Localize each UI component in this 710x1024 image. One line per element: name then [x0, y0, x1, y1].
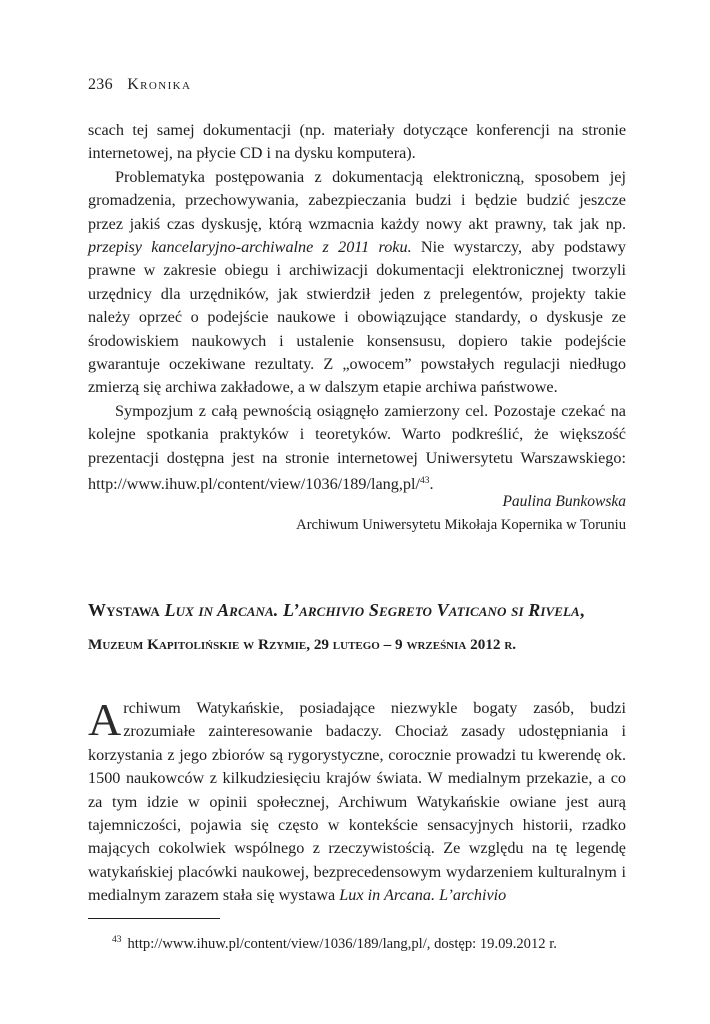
paragraph-text: Nie wystarczy, aby podstawy prawne w zakresie obiegu i archiwizacji dokumentacji elektronicznej tworzyli urzędnicy dla urzędników, jak stwierdził jeden z prelegentów, projekty takie należy oprzeć o podejście naukowe i obowiązujące standardy, o dyskusje ze środowiskiem naukowych i ustalenie konsensusu, dopiero takie podejście gwarantuje oczekiwane rezultaty. Z „owocem” powstałych regulacji niedługo zmierzą się archiwa zakładowe, a w dalszym etapie archiwa państwowe. [88, 238, 627, 397]
author-name: Paulina Bunkowska [502, 493, 626, 510]
body-text-block [88, 119, 626, 497]
article-title-suffix: , [579, 600, 585, 620]
footnote-divider [88, 918, 220, 919]
footnote-number: 43 [112, 935, 122, 945]
paragraph-text: . [429, 475, 434, 494]
article-body [88, 694, 626, 908]
article-title-prefix: Wystawa [88, 600, 165, 620]
footnote-text: http://www.ihuw.pl/content/view/1036/189/lang,pl/, dostęp: 19.09.2012 r. [127, 936, 557, 952]
italic-citation: przepisy kancelaryjno-archiwalne z 2011 roku. [88, 238, 412, 257]
article-subtitle: Muzeum Kapitolińskie w Rzymie, 29 lutego – 9 września 2012 r. [88, 636, 517, 653]
section-title: Kronika [127, 76, 192, 93]
article-title-italic: Lux in Arcana. L’archivio Segreto Vaticano si Rivela [164, 600, 580, 620]
footnote-reference[interactable]: 43 [419, 476, 430, 487]
paragraph-text: Problematyka postępowania z dokumentacją elektroniczną, sposobem jej gromadzenia, przechowywania, zabezpieczania budzi i będzie budzić jeszcze przez jakiś czas dyskusję, którą wzmacnia każdy nowy akt prawny, tak jak np. [88, 167, 626, 233]
article-title [88, 600, 633, 621]
paragraph-text: Sympozjum z całą pewnością osiągnęło zamierzony cel. Pozostaje czekać na kolejne spotkania praktyków i teoretyków. Warto podkreślić, że większość prezentacji dostępna jest na stronie internetowej Uniwersytetu Warszawskiego: http://www.ihuw.pl/content/view/1036/189/lang,pl/ [88, 401, 626, 494]
drop-cap: A [88, 694, 122, 745]
paragraph-text: rchiwum Watykańskie, posiadające niezwykle bogaty zasób, budzi zrozumiałe zainteresowanie badaczy. Chociaż zasady udostępniania i korzystania z jego zbiorów są rygorystyczne, corocznie prowadzi tu kwerendę ok. 1500 naukowców z kilkudziesięciu krajów świata. W medialnym przekazie, a co za tym idzie w opinii społecznej, Archiwum Watykańskie owiane jest aurą tajemniczości, pojawia się często w kontekście sensacyjnych historii, rzadko mających cokolwiek wspólnego z rzeczywistością. Ze względu na tę legendę watykańskiej placówki naukowej, bezprecedensowym wydarzeniem kulturalnym i medialnym zarazem stała się wystawa [88, 699, 626, 905]
paragraph [88, 400, 626, 497]
paragraph [88, 166, 626, 400]
footnote [112, 935, 612, 953]
paragraph [88, 694, 626, 908]
italic-title: Lux in Arcana. L’archivio [339, 886, 507, 905]
author-affiliation: Archiwum Uniwersytetu Mikołaja Kopernika w Toruniu [296, 517, 626, 533]
running-head [88, 76, 191, 94]
page-number: 236 [88, 76, 113, 93]
paragraph: scach tej samej dokumentacji (np. materiały dotyczące konferencji na stronie internetowej, na płycie CD i na dysku komputera). [88, 121, 626, 163]
